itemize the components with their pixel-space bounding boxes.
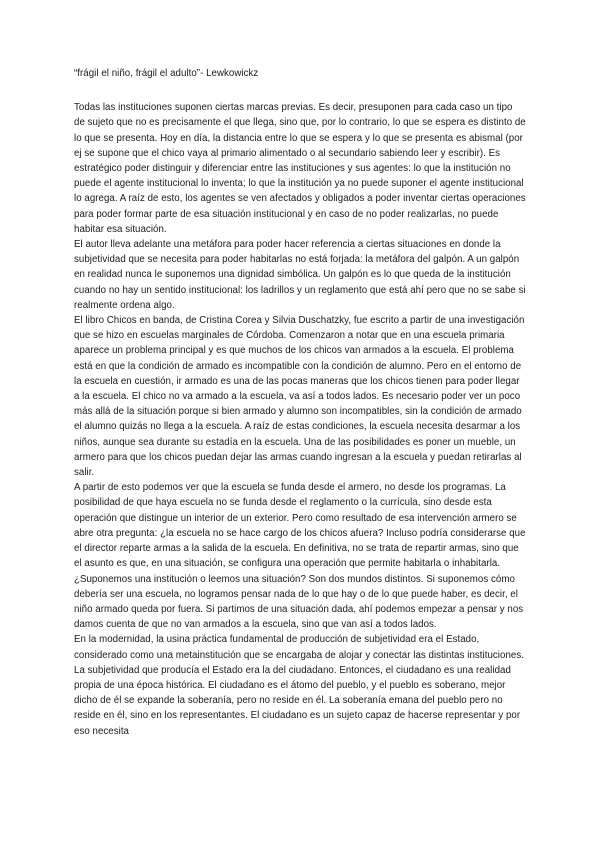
paragraph-instituciones: Todas las instituciones suponen ciertas marcas previas. Es decir, presuponen para cada caso un tipo de sujeto que no es precisamente el que llega, sino que, por lo contrario, lo que se espera es distinto de lo que se presenta. Hoy en día, la distancia entre lo que se espera y lo que se presenta es abismal (por ej se supone que el chico vaya al primario alimentado o al secundario sabiendo leer y escribir). Es estratégico poder distinguir y diferenciar entre las instituciones y sus agentes: lo que la institución no puede el agente institucional lo inventa; lo que la institución ya no puede suponer el agente institucional lo agrega. A raíz de esto, los agentes se ven afectados y obligados a poder inventar ciertas operaciones para poder formar parte de esa situación institucional y en caso de no poder realizarlas, no puede habitar esa situación. <box>74 102 526 235</box>
paragraph-chicos-en-banda: El libro Chicos en banda, de Cristina Corea y Silvia Duschatzky, fue escrito a partir de una investigación que se hizo en escuelas marginales de Córdoba. Comenzaron a notar que en una escuela primaria aparece un problema principal y es que muchos de los chicos van armados a la escuela. El problema está en que la condición de armado es incompatible con la condición de alumno. Pero en el entorno de la escuela en cuestión, ir armado es una de las pocas maneras que los chicos tienen para poder llegar a la escuela. El chico no va armado a la escuela, va así a todos lados. Es necesario poder ver un poco más allá de la situación porque si bien armado y alumno son incompatibles, sin la condición de armado el alumno quizás no llega a la escuela. A raíz de estas condiciones, la escuela necesita desarmar a los niños, aunque sea durante su estadía en la escuela. Una de las posibilidades es poner un mueble, un armero para que los chicos puedan dejar las armas cuando ingresan a la escuela y puedan retirarlas al salir. <box>74 315 525 479</box>
paragraph-galpon: El autor lleva adelante una metáfora para poder hacer referencia a ciertas situaciones en donde la subjetividad que se necesita para poder habitarlas no está forjada: la metáfora del galpón. A un galpón en realidad nunca le suponemos una dignidad simbólica. Un galpón es lo que queda de la institución cuando no hay un sentido institucional: los ladrillos y un reglamento que está ahí pero que no se sabe si realmente ordena algo. <box>74 239 526 311</box>
document-title: “frágil el niño, frágil el adulto”- Lewkowickz <box>74 68 259 79</box>
paragraph-armero: A partir de esto podemos ver que la escuela se funda desde el armero, no desde los programas. La posibilidad de que haya escuela no se funda desde el reglamento o la currícula, sino desde esta operación que distingue un interior de un exterior. Pero como resultado de esa intervención armero se abre otra pregunta: ¿la escuela no se hace cargo de los chicos afuera? Incluso podría considerarse que el director reparte armas a la salida de la escuela. En definitiva, no se trata de repartir armas, sino que el asunto es que, en una situación, se configura una operación que permite habitarla o inhabitarla. ¿Suponemos una institución o leemos una situación? Son dos mundos distintos. Si suponemos cómo debería ser una escuela, no logramos pensar nada de lo que hay o de lo que puede haber, es decir, el niño armado queda por fuera. Si partimos de una situación dada, ahí podemos empezar a pensar y nos damos cuenta de que no van armados a la escuela, sino que van así a todos lados. <box>74 482 526 631</box>
document-page <box>74 66 526 739</box>
paragraph-modernidad: En la modernidad, la usina práctica fundamental de producción de subjetividad era el Estado, considerado como una metainstitución que se encargaba de alojar y conectar las distintas instituciones. La subjetividad que producía el Estado era la del ciudadano. Entonces, el ciudadano es una realidad propia de una época histórica. El ciudadano es el átomo del pueblo, y el pueblo es soberano, mejor dicho de él se expande la soberanía, pero no reside en él. La soberanía emana del pueblo pero no reside en él, sino en los representantes. El ciudadano es un sujeto capaz de hacerse representar y por eso necesita <box>74 634 524 737</box>
